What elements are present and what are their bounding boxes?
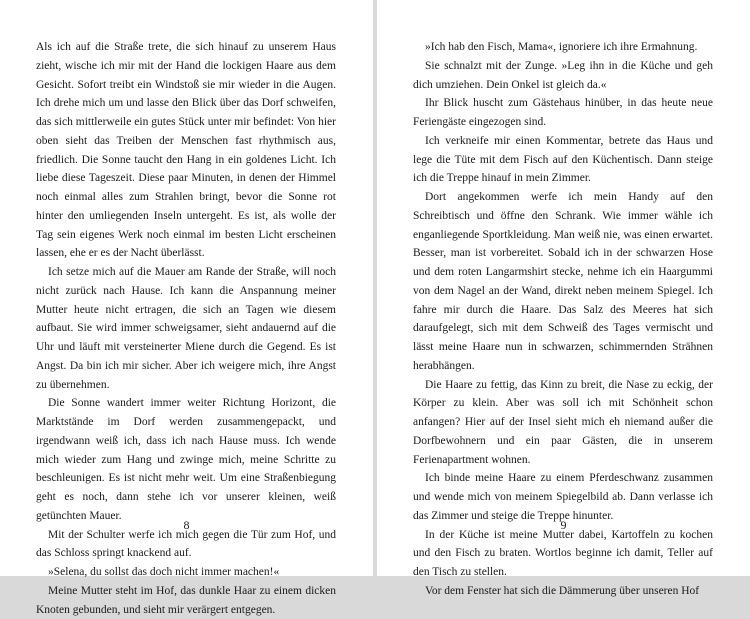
paragraph: Meine Mutter steht im Hof, das dunkle Haar zu einem dicken Knoten gebunden, und sieht mir verärgert entgegen.: [36, 584, 336, 616]
paragraph: »Selena, du sollst das doch nicht immer machen!«: [48, 566, 280, 578]
paragraph: Dort angekommen werfe ich mein Handy auf den Schreibtisch und öffne den Schrank. Wie immer wähle ich enganliegende Sportkleidung. Man weiß nie, was einen erwartet. Besser, man ist vorbereitet. Sobald ich in der schwarzen Hose und dem roten Langarmshirt stecke, nehme ich ein Haargummi von dem Nagel an der Wand, direkt neben meinem Spiegel. Ich fahre mir durch die Haare. Das Salz des Meeres hat sich daraufgelegt, sich mit dem Schweiß des Tages vermischt und lässt meine Haare nun in schwarzen, schimmernden Strähnen herabhängen.: [413, 191, 713, 372]
page-number: 9: [560, 518, 567, 532]
paragraph: Die Haare zu fettig, das Kinn zu breit, die Nase zu eckig, der Körper zu klein. Aber was soll ich mit Schönheit schon anfangen? Hier auf der Insel sieht mich eh niemand außer die Dorfbewohnern und ein paar Gästen, die in unserem Ferienapartment wohnen.: [413, 378, 713, 466]
page-number: 8: [183, 518, 190, 532]
paragraph: Sie schnalzt mit der Zunge. »Leg ihn in die Küche und geh dich umziehen. Dein Onkel ist gleich da.«: [413, 59, 713, 91]
paragraph: Die Sonne wandert immer weiter Richtung Horizont, die Marktstände im Dorf werden zusammengepackt, und irgendwann weiß ich, dass ich nach Hause muss. Ich wende mich wieder zum Hang und zwinge mich, meine Schritte zu beschleunigen. Es ist nicht mehr weit. Um eine Straßenbiegung geht es noch, dann stehe ich vor unserer kleinen, weiß getünchten Mauer.: [36, 397, 336, 522]
right-page: [377, 0, 750, 597]
paragraph: Ihr Blick huscht zum Gästehaus hinüber, in das heute neue Feriengäste eingezogen sind.: [413, 97, 713, 128]
left-page: [0, 0, 373, 616]
paragraph: Vor dem Fenster hat sich die Dämmerung über unseren Hof: [425, 584, 700, 597]
paragraph: In der Küche ist meine Mutter dabei, Kartoffeln zu kochen und den Fisch zu braten. Wortlos beginne ich damit, Teller auf den Tisch zu stellen.: [413, 528, 713, 578]
paragraph: Mit der Schulter werfe ich mich gegen die Tür zum Hof, und das Schloss springt knackend auf.: [36, 528, 336, 560]
paragraph: Ich setze mich auf die Mauer am Rande der Straße, will noch nicht zurück nach Hause. Ich kann die Anspannung meiner Mutter heute nicht ertragen, die sich an Tagen wie diesem aufbaut. Sie wird immer schweigsamer, sieht andauernd auf die Uhr und läuft mit versteinerter Miene durch die Gegend. Es ist Angst. Da bin ich mir sicher. Aber ich weigere mich, ihre Angst zu übernehmen.: [36, 266, 336, 391]
right-page-text: [413, 38, 713, 601]
paragraph: Ich binde meine Haare zu einem Pferdeschwanz zusammen und wende mich von meinem Spiegelbild ab. Dann verlasse ich das Zimmer und steige die Treppe hinunter.: [413, 472, 713, 522]
paragraph: Als ich auf die Straße trete, die sich hinauf zu unserem Haus zieht, wische ich mir mit der Hand die lockigen Haare aus dem Gesicht. Sofort treibt ein Windstoß sie mir wieder in die Augen. Ich drehe mich um und lasse den Blick über das Dorf schweifen, das sich mittlerweile ein gutes Stück unter mir befindet: Von hier oben sieht das Treiben der Menschen fast rhythmisch aus, friedlich. Die Sonne taucht den Hang in ein goldenes Licht. Ich liebe diese Tageszeit. Diese paar Minuten, in denen der Himmel noch einmal alles zum Strahlen bringt, bevor die Sonne rot hinter den umliegenden Inseln untergeht. Es ist, als wolle der Tag sein eigenes Werk noch einmal im besten Licht erscheinen lassen, ehe er es der Nacht überlässt.: [36, 41, 336, 260]
paragraph: »Ich hab den Fisch, Mama«, ignoriere ich ihre Ermahnung.: [425, 41, 698, 53]
paragraph: Ich verkneife mir einen Kommentar, betrete das Haus und lege die Tüte mit dem Fisch auf den Küchentisch. Dann steige ich die Treppe hinauf in mein Zimmer.: [413, 134, 713, 185]
